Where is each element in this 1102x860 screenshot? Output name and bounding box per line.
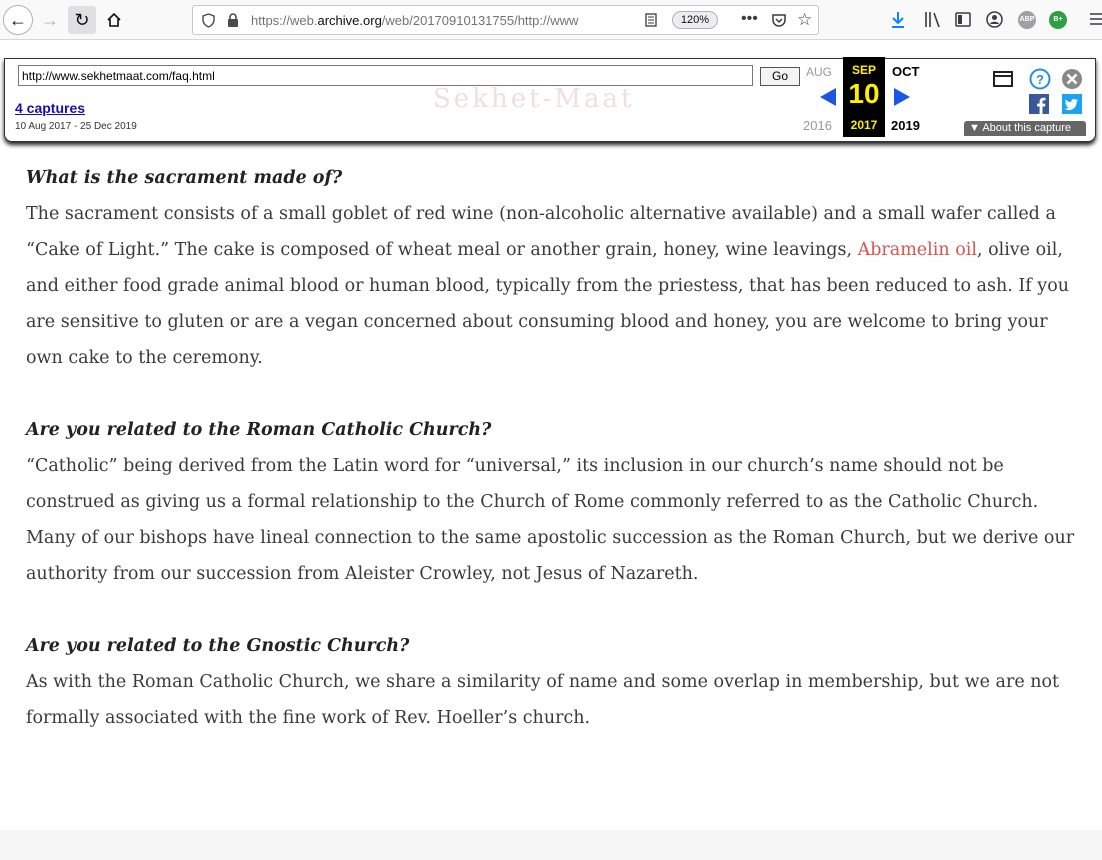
reload-icon: ↻ [74,9,90,30]
faq-content [26,160,1076,736]
back-button[interactable] [3,5,33,35]
next-month-label[interactable]: OCT [892,64,920,79]
shield-icon [202,13,215,28]
faq-question: Are you related to the Gnostic Church? [26,636,410,656]
abramelin-oil-link[interactable]: Abramelin oil [857,240,977,260]
twitter-icon[interactable] [1062,94,1082,114]
address-bar[interactable] [192,5,819,35]
arrow-left-icon: ← [9,9,27,30]
faq-answer [26,196,1076,376]
triangle-down-icon: ▼ [969,122,980,134]
download-icon[interactable] [890,11,906,29]
facebook-icon[interactable] [1029,94,1049,114]
url-path: /web/20170910131755/http://www [381,13,579,28]
about-capture-label: About this capture [982,122,1072,134]
captures-link[interactable]: 4 captures [15,100,86,116]
url-text[interactable] [251,13,631,29]
home-button[interactable] [100,6,128,34]
bookmark-star-icon[interactable]: ☆ [797,10,813,29]
account-icon[interactable] [986,11,1003,28]
more-actions-icon[interactable]: ••• [741,10,758,27]
home-icon [106,12,122,28]
current-month: SEP [851,63,876,77]
pocket-icon[interactable] [771,12,787,28]
next-capture-arrow-icon[interactable] [894,88,910,106]
library-icon[interactable] [924,11,942,28]
current-capture-date [843,57,885,137]
close-icon[interactable] [1061,68,1083,90]
faq-answer: As with the Roman Catholic Church, we share a similarity of name and some overlap in membership, but we are not formally associated with the fine work of Rev. Hoeller’s church. [26,672,1060,728]
window-icon[interactable] [993,69,1013,89]
reload-button[interactable] [68,6,96,34]
prev-capture-arrow-icon[interactable] [820,88,836,106]
current-day: 10 [848,78,880,109]
sidebar-icon[interactable] [955,12,971,27]
about-capture-button[interactable] [964,121,1086,136]
zoom-level[interactable]: 120% [672,11,718,29]
help-icon[interactable] [1029,68,1051,90]
adblock-icon[interactable]: ABP [1018,11,1036,29]
prev-month-label[interactable]: AUG [806,65,833,79]
faq-question: Are you related to the Roman Catholic Church? [26,420,492,440]
reader-view-icon[interactable] [645,13,657,27]
faq-answer: “Catholic” being derived from the Latin word for “universal,” its inclusion in our church’s name should not be construed as giving us a formal relationship to the Church of Rome commonly referred to as the Catholic Church. Many of our bishops have lineal connection to the same apostolic succession as the Roman Church, but we derive our authority from our succession from Aleister Crowley, not Jesus of Nazareth. [26,456,1075,584]
url-domain: archive.org [317,13,382,28]
answer-text: The sacrament consists of a small goblet of red wine (non-alcoholic alternative available) and a small wafer called a “Cake of Light.” The cake is composed of wheat meal or another grain, honey, wine leavings, [26,204,1056,260]
lock-icon [227,13,239,28]
url-prefix: https://web. [251,13,318,28]
wayback-url-input[interactable] [18,65,753,86]
page-footer-strip [0,830,1102,860]
site-logo-watermark: Sekhet-Maat [433,84,635,114]
capture-date-range: 10 Aug 2017 - 25 Dec 2019 [15,121,137,132]
svg-text:?: ? [1036,72,1044,87]
prev-year-label[interactable]: 2016 [803,118,832,133]
wayback-toolbar [4,58,1096,142]
forward-button[interactable] [36,6,64,34]
current-year: 2017 [850,118,878,132]
menu-icon[interactable] [1090,12,1102,26]
browser-toolbar [0,0,1102,40]
go-button[interactable]: Go [760,67,800,86]
next-year-label[interactable]: 2019 [891,118,920,133]
extension-b-icon[interactable]: B+ [1049,11,1067,29]
answer-text: , olive oil, and either food grade animal blood or human blood, typically from the priestess, that has been reduced to ash. If you are sensitive to gluten or are a vegan concerned about consuming blood and honey, you are welcome to bring your own cake to the ceremony. [26,240,1070,368]
faq-question: What is the sacrament made of? [26,168,343,188]
arrow-right-icon: → [41,9,59,30]
